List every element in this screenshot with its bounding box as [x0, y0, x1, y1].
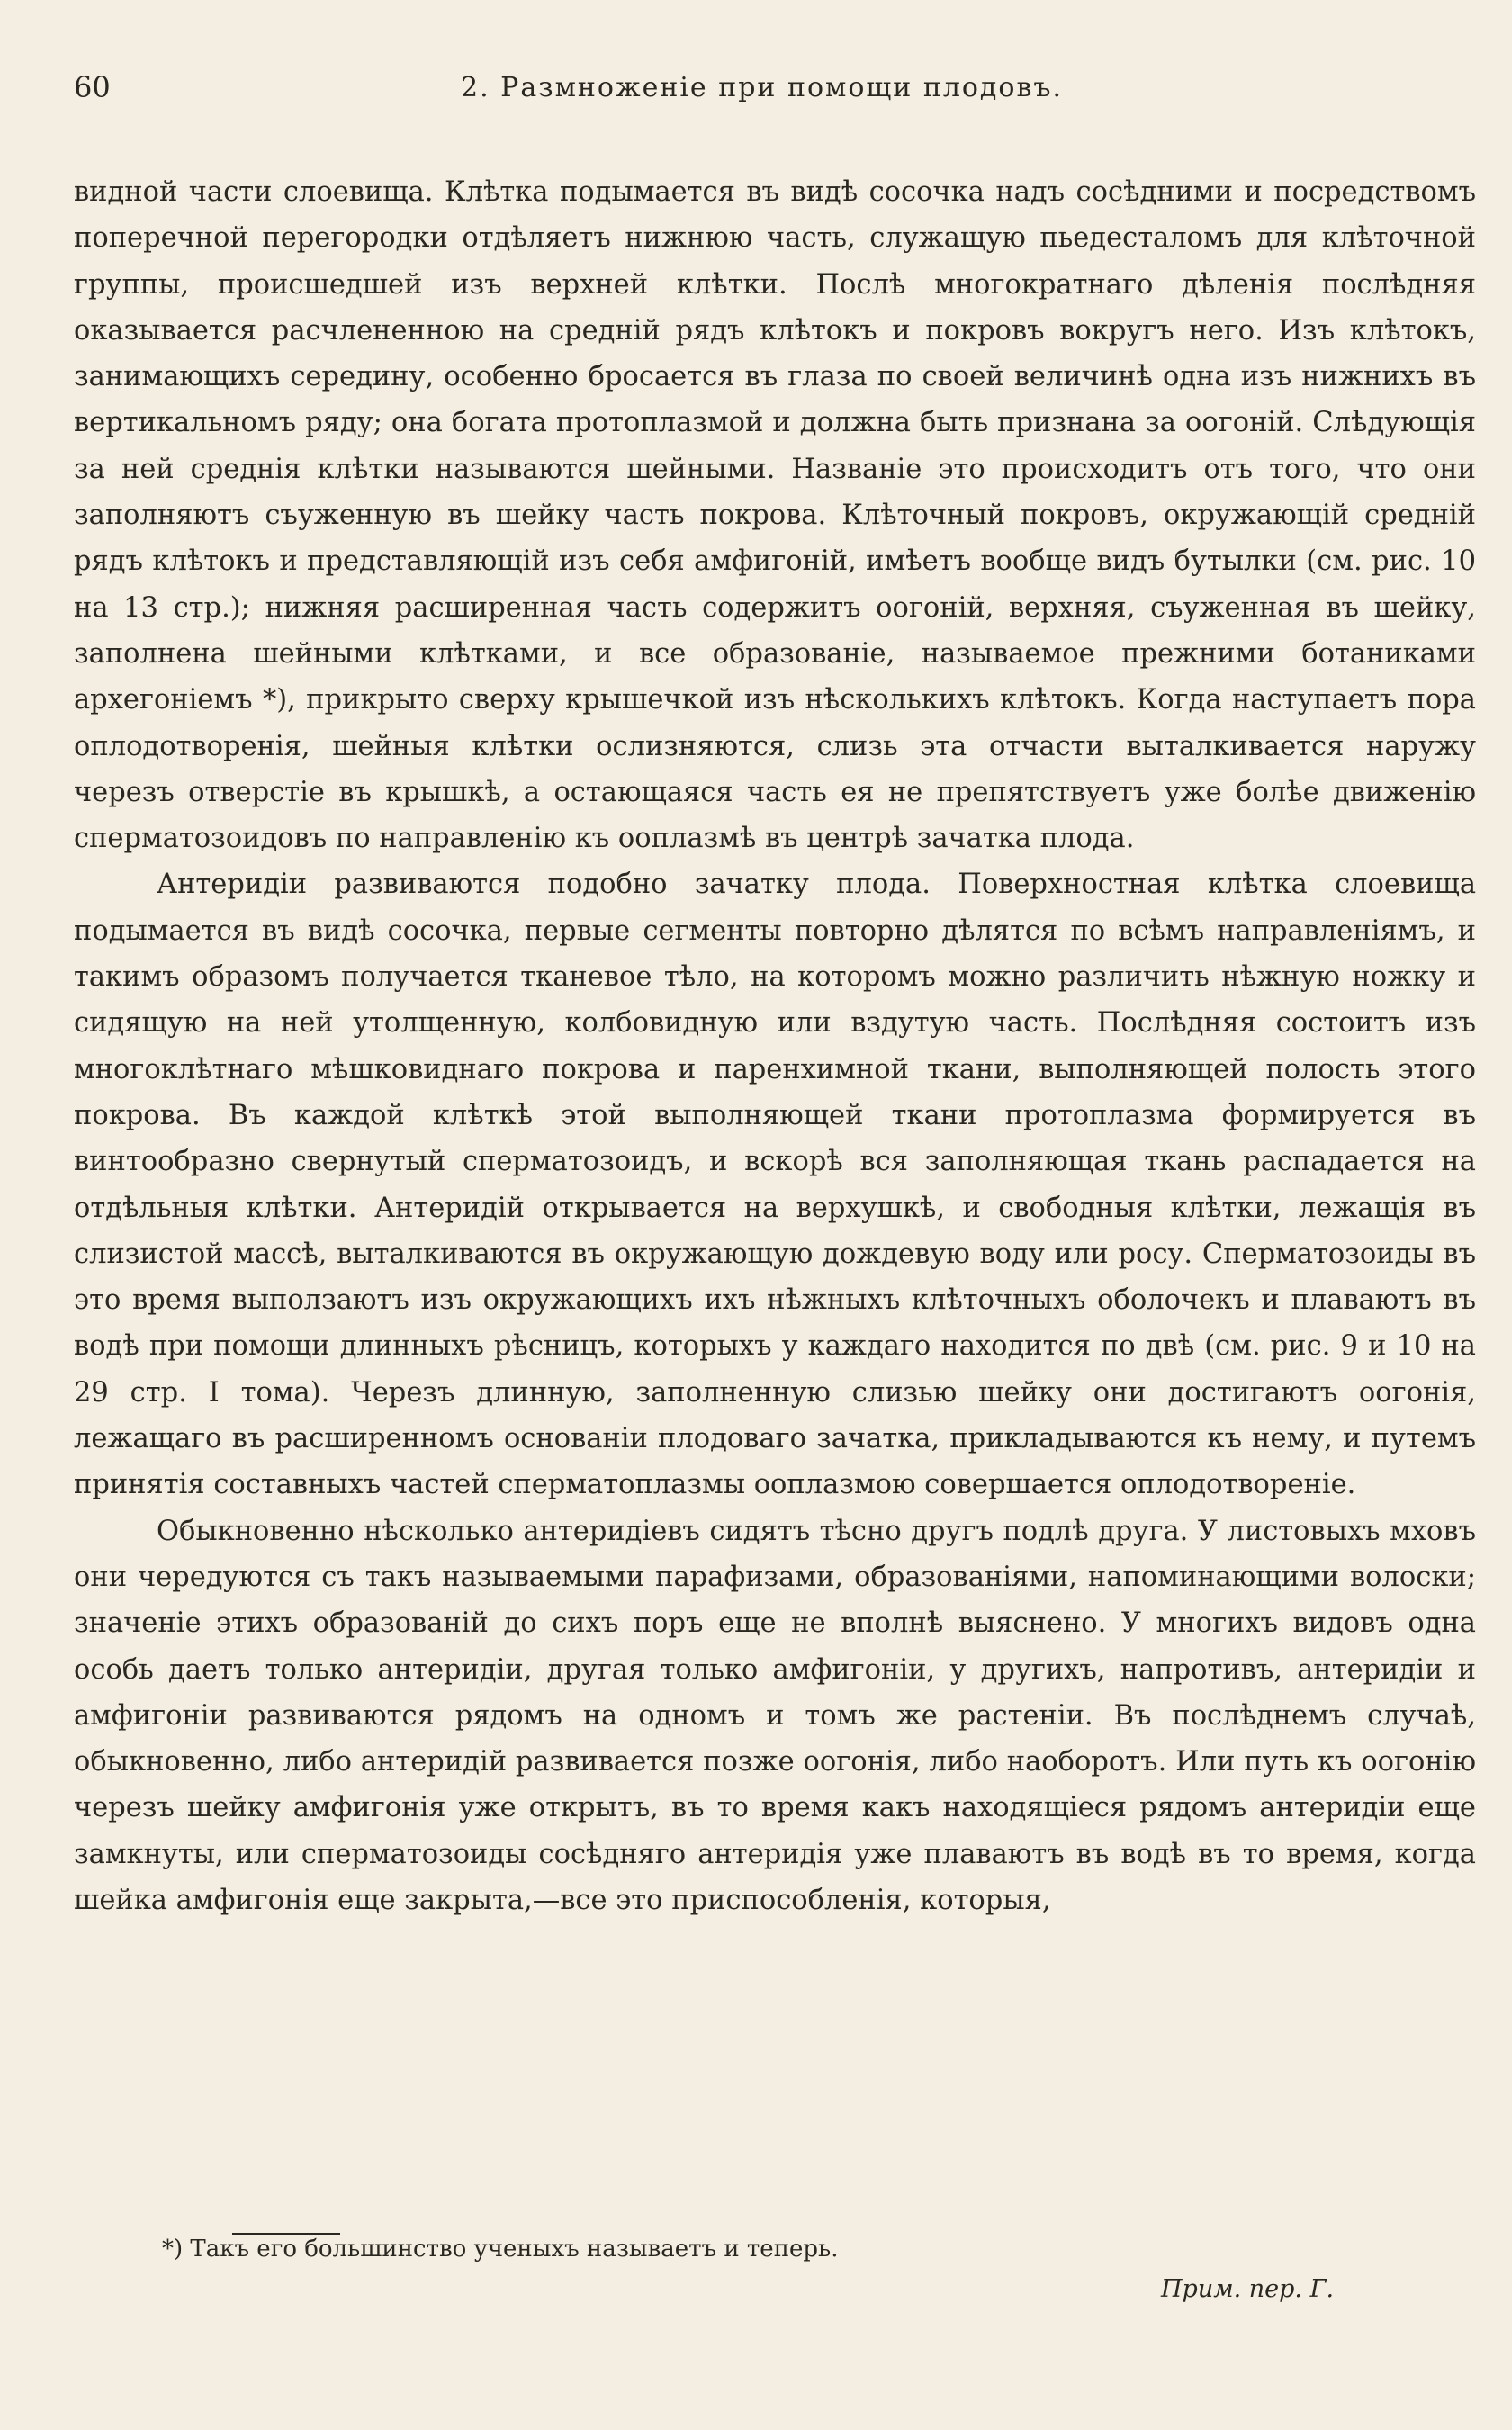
body-text — [74, 169, 1476, 1923]
page-header — [74, 70, 1476, 115]
footnote: *) Такъ его большинство ученыхъ называетъ и теперь. — [162, 2236, 839, 2263]
paragraph-2: Антеридіи развиваются подобно зачатку плода. Поверхностная клѣтка слоевища подымается въ видѣ сосочка, первые сегменты повторно дѣлятся по всѣмъ направленіямъ, и такимъ образомъ получается тканевое тѣло, на которомъ можно различить нѣжную ножку и сидящую на ней утолщенную, колбовидную или вздутую часть. Послѣдняя состоитъ изъ многоклѣтнаго мѣшковиднаго покрова и паренхимной ткани, выполняющей полость этого покрова. Въ каждой клѣткѣ этой выполняющей ткани протоплазма формируется въ винтообразно свернутый сперматозоидъ, и вскорѣ вся заполняющая ткань распадается на отдѣльныя клѣтки. Антеридій открывается на верхушкѣ, и свободныя клѣтки, лежащія въ слизистой массѣ, выталкиваются въ окружающую дождевую воду или росу. Сперматозоиды въ это время выползаютъ изъ окружающихъ ихъ нѣжныхъ клѣточныхъ оболочекъ и плаваютъ въ водѣ при помощи длинныхъ рѣсницъ, которыхъ у каждаго находится по двѣ (см. рис. 9 и 10 на 29 стр. I тома). Черезъ длинную, заполненную слизью шейку они достигаютъ оогонія, лежащаго въ расширенномъ основаніи плодоваго зачатка, прикладываются къ нему, и путемъ принятія составныхъ частей сперматоплазмы ооплазмою совершается оплодотвореніе. — [74, 868, 1476, 1501]
paragraph-1: видной части слоевища. Клѣтка подымается въ видѣ сосочка надъ сосѣдними и посредствомъ поперечной перегородки отдѣляетъ нижнюю часть, служащую пьедесталомъ для клѣточной группы, происшедшей изъ верхней клѣтки. Послѣ многократнаго дѣленія послѣдняя оказывается расчлененною на средній рядъ клѣтокъ и покровъ вокругъ него. Изъ клѣтокъ, занимающихъ середину, особенно бросается въ глаза по своей величинѣ одна изъ нижнихъ въ вертикальномъ ряду; она богата протоплазмой и должна быть признана за оогоній. Слѣдующія за ней среднія клѣтки называются шейными. Названіе это происходитъ отъ того, что они заполняютъ съуженную въ шейку часть покрова. Клѣточный покровъ, окружающій средній рядъ клѣтокъ и представляющій изъ себя амфигоній, имѣетъ вообще видъ бутылки (см. рис. 10 на 13 стр.); нижняя расширенная часть содержитъ оогоній, верхняя, съуженная въ шейку, заполнена шейными клѣтками, и все образованіе, называемое прежними ботаниками архегоніемъ *), прикрыто сверху крышечкой изъ нѣсколькихъ клѣтокъ. Когда наступаетъ пора оплодотворенія, шейныя клѣтки ослизняются, слизь эта отчасти выталкивается наружу черезъ отверстіе въ крышкѣ, а остающаяся часть ея не препятствуетъ уже болѣе движенію сперматозоидовъ по направленію къ ооплазмѣ въ центрѣ зачатка плода. — [74, 176, 1476, 855]
footnote-attribution: Прим. пер. Г. — [1161, 2275, 1335, 2303]
paragraph-3: Обыкновенно нѣсколько антеридіевъ сидятъ тѣсно другъ подлѣ друга. У листовыхъ мховъ они чередуются съ такъ называемыми парафизами, образованіями, напоминающими волоски; значеніе этихъ образованій до сихъ поръ еще не вполнѣ выяснено. У многихъ видовъ одна особь даетъ только антеридіи, другая только амфигоніи, у другихъ, напротивъ, антеридіи и амфигоніи развиваются рядомъ на одномъ и томъ же растеніи. Въ послѣднемъ случаѣ, обыкновенно, либо антеридій развивается позже оогонія, либо наоборотъ. Или путь къ оогонію черезъ шейку амфигонія уже открытъ, въ то время какъ находящіеся рядомъ антеридіи еще замкнуты, или сперматозоиды сосѣдняго антеридія уже плаваютъ въ водѣ въ то время, когда шейка амфигонія еще закрыта,—все это приспособленія, которыя, — [74, 1515, 1476, 1916]
page-number: 60 — [74, 70, 111, 104]
running-title: 2. Размноженіе при помощи плодовъ. — [461, 72, 1063, 104]
